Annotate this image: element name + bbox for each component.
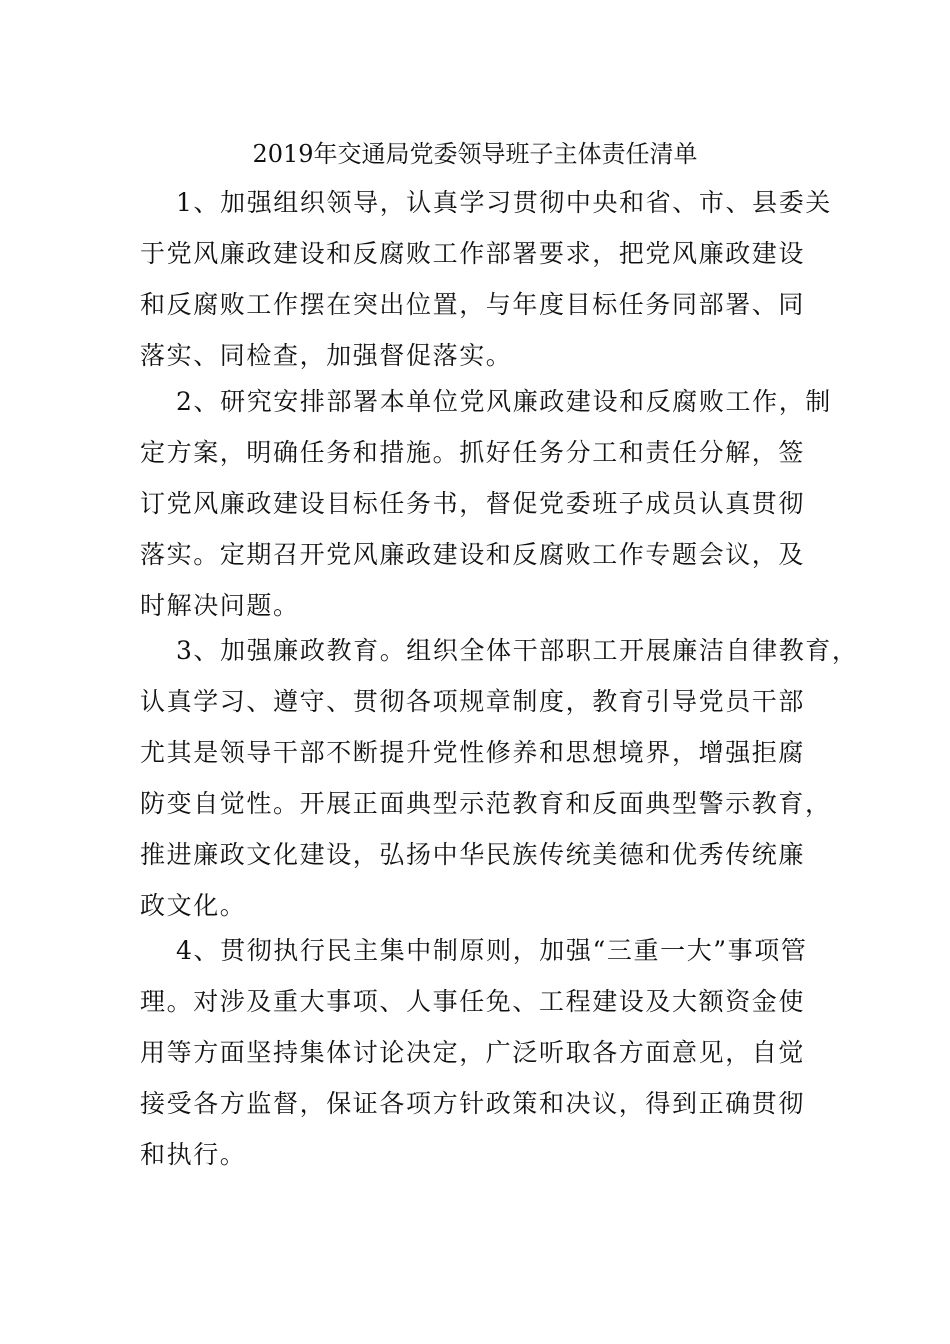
- paragraph-line: 3、加强廉政教育。组织全体干部职工开展廉洁自律教育，: [176, 636, 859, 665]
- paragraph-line: 和执行。: [140, 1140, 247, 1169]
- paragraph-line: 和反腐败工作摆在突出位置，与年度目标任务同部署、同: [140, 290, 806, 319]
- paragraph-line: 接受各方监督，保证各项方针政策和决议，得到正确贯彻: [140, 1089, 806, 1118]
- paragraph-line: 时解决问题。: [140, 591, 300, 620]
- paragraph-line: 用等方面坚持集体讨论决定，广泛听取各方面意见，自觉: [140, 1038, 806, 1067]
- paragraph-line: 认真学习、遵守、贯彻各项规章制度，教育引导党员干部: [140, 687, 806, 716]
- paragraph-line: 1、加强组织领导，认真学习贯彻中央和省、市、县委关: [176, 188, 832, 217]
- paragraph-line: 4、贯彻执行民主集中制原则，加强“三重一大”事项管: [176, 936, 808, 965]
- paragraph-line: 2、研究安排部署本单位党风廉政建设和反腐败工作，制: [176, 387, 832, 416]
- document-title: 2019年交通局党委领导班子主体责任清单: [252, 140, 698, 168]
- paragraph-3: [140, 625, 859, 931]
- paragraph-line: 推进廉政文化建设，弘扬中华民族传统美德和优秀传统廉: [140, 840, 806, 869]
- paragraph-line: 政文化。: [140, 891, 247, 920]
- paragraph-4: [140, 925, 820, 1180]
- paragraph-line: 尤其是领导干部不断提升党性修养和思想境界，增强拒腐: [140, 738, 806, 767]
- paragraph-line: 落实。定期召开党风廉政建设和反腐败工作专题会议，及: [140, 540, 806, 569]
- paragraph-line: 订党风廉政建设目标任务书，督促党委班子成员认真贯彻: [140, 489, 806, 518]
- paragraph-line: 防变自觉性。开展正面典型示范教育和反面典型警示教育，: [140, 789, 832, 818]
- paragraph-2: [140, 376, 832, 631]
- paragraph-line: 理。对涉及重大事项、人事任免、工程建设及大额资金使: [140, 987, 806, 1016]
- paragraph-1: [140, 177, 832, 381]
- paragraph-line: 落实、同检查，加强督促落实。: [140, 341, 513, 370]
- paragraph-line: 于党风廉政建设和反腐败工作部署要求，把党风廉政建设: [140, 239, 806, 268]
- paragraph-line: 定方案，明确任务和措施。抓好任务分工和责任分解，签: [140, 438, 806, 467]
